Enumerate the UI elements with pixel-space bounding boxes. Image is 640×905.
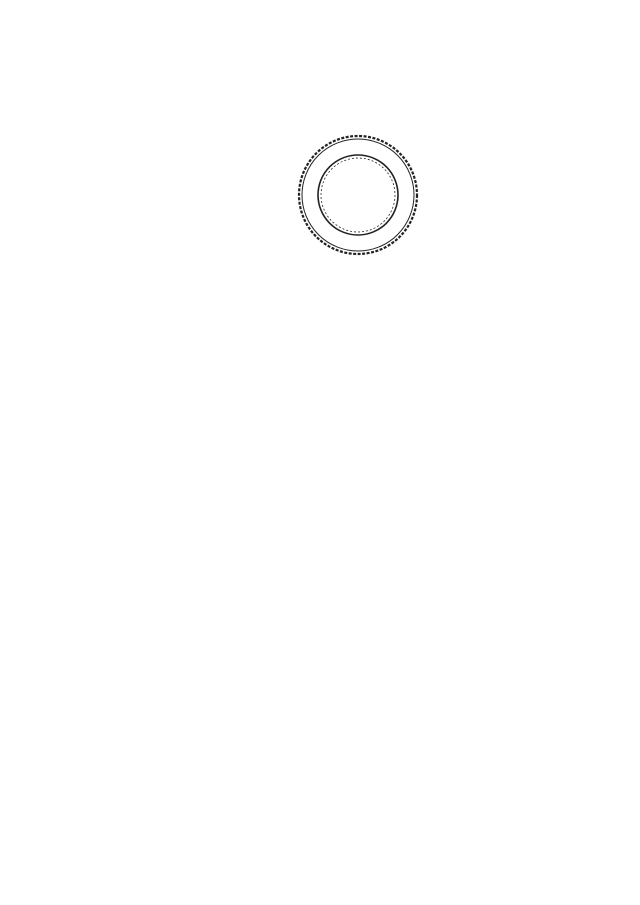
official-seal-stamp <box>296 133 420 257</box>
seal-graphic <box>296 133 420 257</box>
